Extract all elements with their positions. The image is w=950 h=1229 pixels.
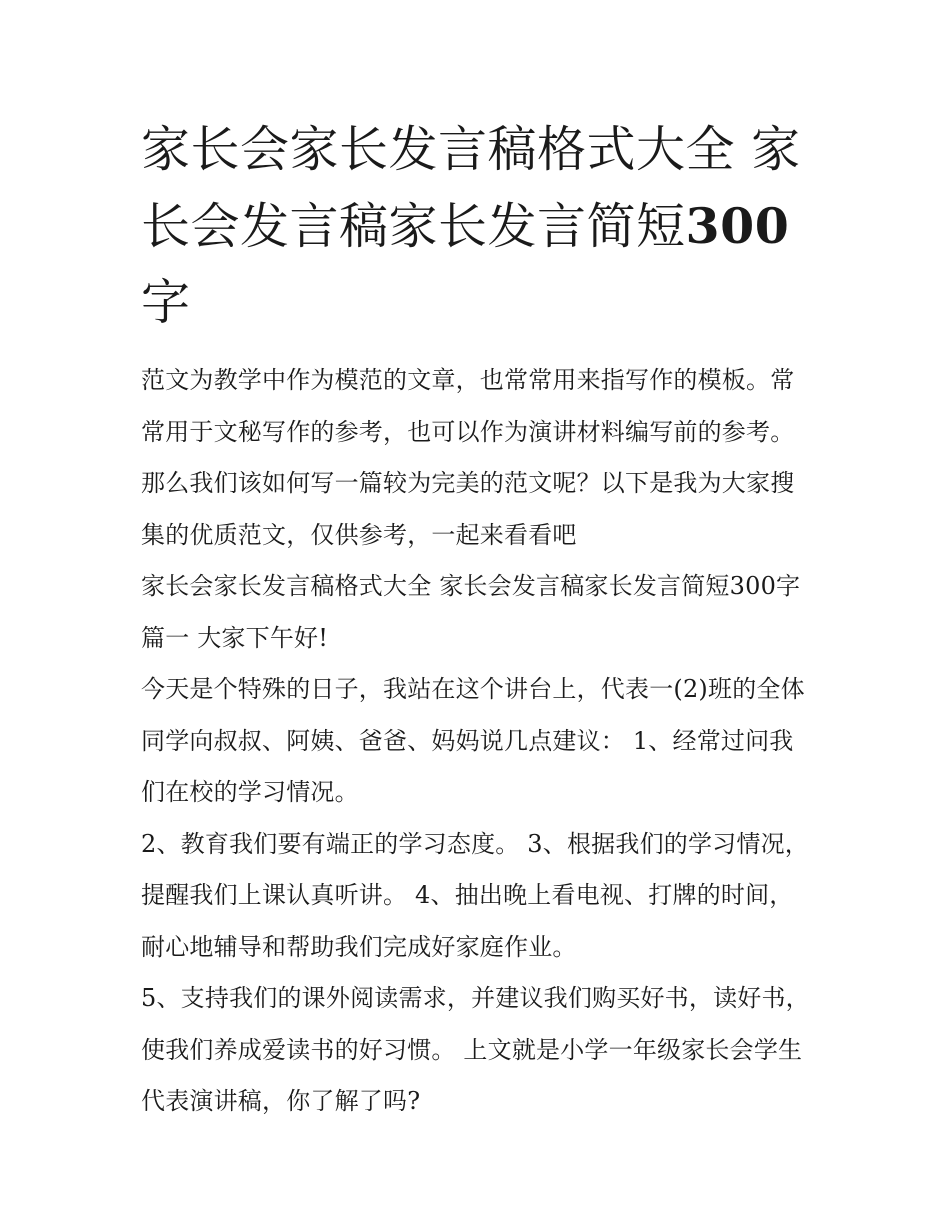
title-text: 家长会家长发言稿格式大全 家长会发言稿家长发言简短: [141, 121, 801, 255]
paragraph-closing: 5、支持我们的课外阅读需求，并建议我们购买好书，读好书，使我们养成爱读书的好习惯。 上文就是小学一年级家长会学生代表演讲稿，你了解了吗?: [141, 984, 810, 1115]
paragraph-suggestions: 2、教育我们要有端正的学习态度。 3、根据我们的学习情况，提醒我们上课认真听讲。 4、抽出晚上看电视、打牌的时间，耐心地辅导和帮助我们完成好家庭作业。: [141, 829, 809, 961]
paragraph-speech: 今天是个特殊的日子，我站在这个讲台上，代表一(2)班的全体同学向叔叔、阿姨、爸爸、妈妈说几点建议： 1、经常过问我们在校的学习情况。: [141, 675, 805, 806]
title-tail: 字: [141, 274, 191, 331]
paragraph-intro: 范文为教学中作为模范的文章，也常常用来指写作的模板。常常用于文秘写作的参考，也可以作为演讲材料编写前的参考。那么我们该如何写一篇较为完美的范文呢？以下是我为大家搜集的优质范文，仅供参考，一起来看看吧: [141, 366, 795, 549]
document-body: [141, 355, 813, 1128]
document-title: [141, 112, 813, 341]
document-page: [141, 112, 813, 1128]
paragraph-heading: 家长会家长发言稿格式大全 家长会发言稿家长发言简短300字篇一 大家下午好!: [141, 572, 801, 652]
title-number: 300: [685, 197, 790, 255]
